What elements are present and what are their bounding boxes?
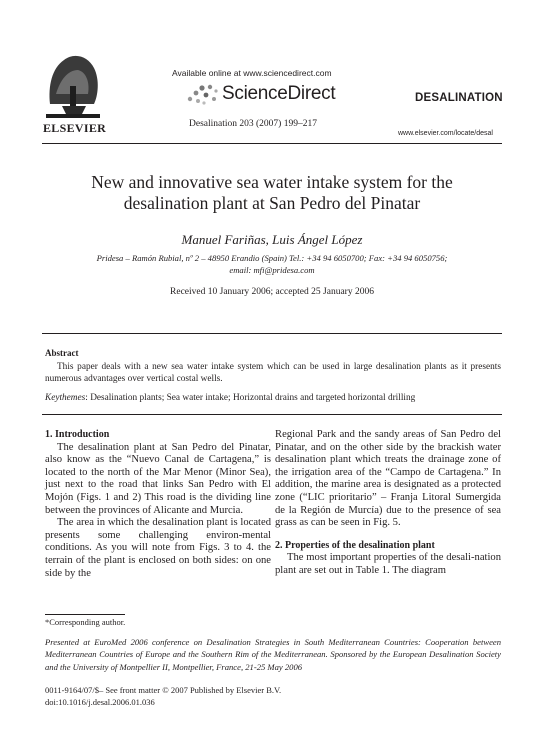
affiliation xyxy=(60,252,484,276)
right-column xyxy=(275,429,501,578)
received-dates: Received 10 January 2006; accepted 25 January 2006 xyxy=(170,287,374,297)
section-1-heading: 1. Introduction xyxy=(45,429,110,440)
article-title-line-1: New and innovative sea water intake system for the xyxy=(91,172,453,192)
journal-citation: Desalination 203 (2007) 199–217 xyxy=(189,119,317,129)
affiliation-email: email: mfi@pridesa.com xyxy=(229,265,315,275)
keywords xyxy=(45,393,501,403)
section-1-paragraph-1: The desalination plant at San Pedro del Pinatar, also know as the “Nuevo Canal de Cartagena,” is located to the north of the Mar Menor (Minor Sea), just next to the road that links San Pedro with El Mojón (Figs. 1 and 2) This road is the dividing line between the provinces of Alicante and Murcia. xyxy=(45,441,271,516)
doi-link[interactable]: doi:10.1016/j.desal.2006.01.036 xyxy=(45,697,155,707)
available-online-text: Available online at www.sciencedirect.com xyxy=(172,68,332,78)
publisher-name: ELSEVIER xyxy=(43,121,107,135)
section-1-paragraph-2-continued: Regional Park and the sandy areas of San Pedro del Pinatar, and on the other side by the brackish water desalination plant which treats the drainage zone of the irrigation area of the “Campo de Cartagena.” In addition, the marine area is designated as a protected zone (“LIC prioritario” – Franja Litoral Sumergida de la Región de Murcía) due to the presence of sea grass as can be seen in Fig. 5. xyxy=(275,429,501,529)
abstract-text: This paper deals with a new sea water intake system which can be used in large desalination plants as it presents numerous advantages over vertical costal wells. xyxy=(45,362,501,384)
keywords-label: Keythemes xyxy=(45,393,86,403)
issn-line: 0011-9164/07/$– See front matter © 2007 Published by Elsevier B.V. xyxy=(45,685,282,695)
authors: Manuel Fariñas, Luis Ángel López xyxy=(181,232,363,247)
journal-url-link[interactable]: www.elsevier.com/locate/desal xyxy=(398,130,493,137)
abstract-heading: Abstract xyxy=(45,348,79,358)
keywords-list: : Desalination plants; Sea water intake; Horizontal drains and targeted horizontal drilling xyxy=(85,393,416,403)
sciencedirect-wordmark: ScienceDirect xyxy=(222,83,336,104)
section-1-paragraph-2: The area in which the desalination plant is located presents some challenging environ-mental conditions. As you will note from Figs. 3 to 4. the terrain of the plant is enclosed on both sides: on one side by the xyxy=(45,517,271,579)
conference-note: Presented at EuroMed 2006 conference on Desalination Strategies in South Mediterranean Countries: Cooperation between Mediterranean Countries of Europe and the Southern Rim of the Mediterranean. Sponsored by the European Desalination Society and the University of Montpellier II, Montpellier, France, 21-25 May 2006 xyxy=(45,637,501,672)
journal-title: DESALINATION xyxy=(415,92,503,104)
affiliation-line-1: Pridesa – Ramón Rubial, nº 2 – 48950 Erandio (Spain) Tel.: +34 94 6050700; Fax: +34 94 6050756; xyxy=(96,253,448,263)
footnote-divider xyxy=(45,614,125,615)
left-column xyxy=(45,429,271,580)
article-title-line-2: desalination plant at San Pedro del Pinatar xyxy=(123,193,421,213)
corresponding-author-footnote: *Corresponding author. xyxy=(45,617,126,627)
elsevier-tree-logo xyxy=(42,46,104,130)
section-2-paragraph-1: The most important properties of the desali-nation plant are set out in Table 1. The diagram xyxy=(275,552,501,576)
header-divider xyxy=(42,143,502,144)
section-2-heading: 2. Properties of the desalination plant xyxy=(275,539,435,551)
abstract-bottom-divider xyxy=(42,414,502,415)
abstract-top-divider xyxy=(42,333,502,334)
article-title xyxy=(60,172,484,214)
